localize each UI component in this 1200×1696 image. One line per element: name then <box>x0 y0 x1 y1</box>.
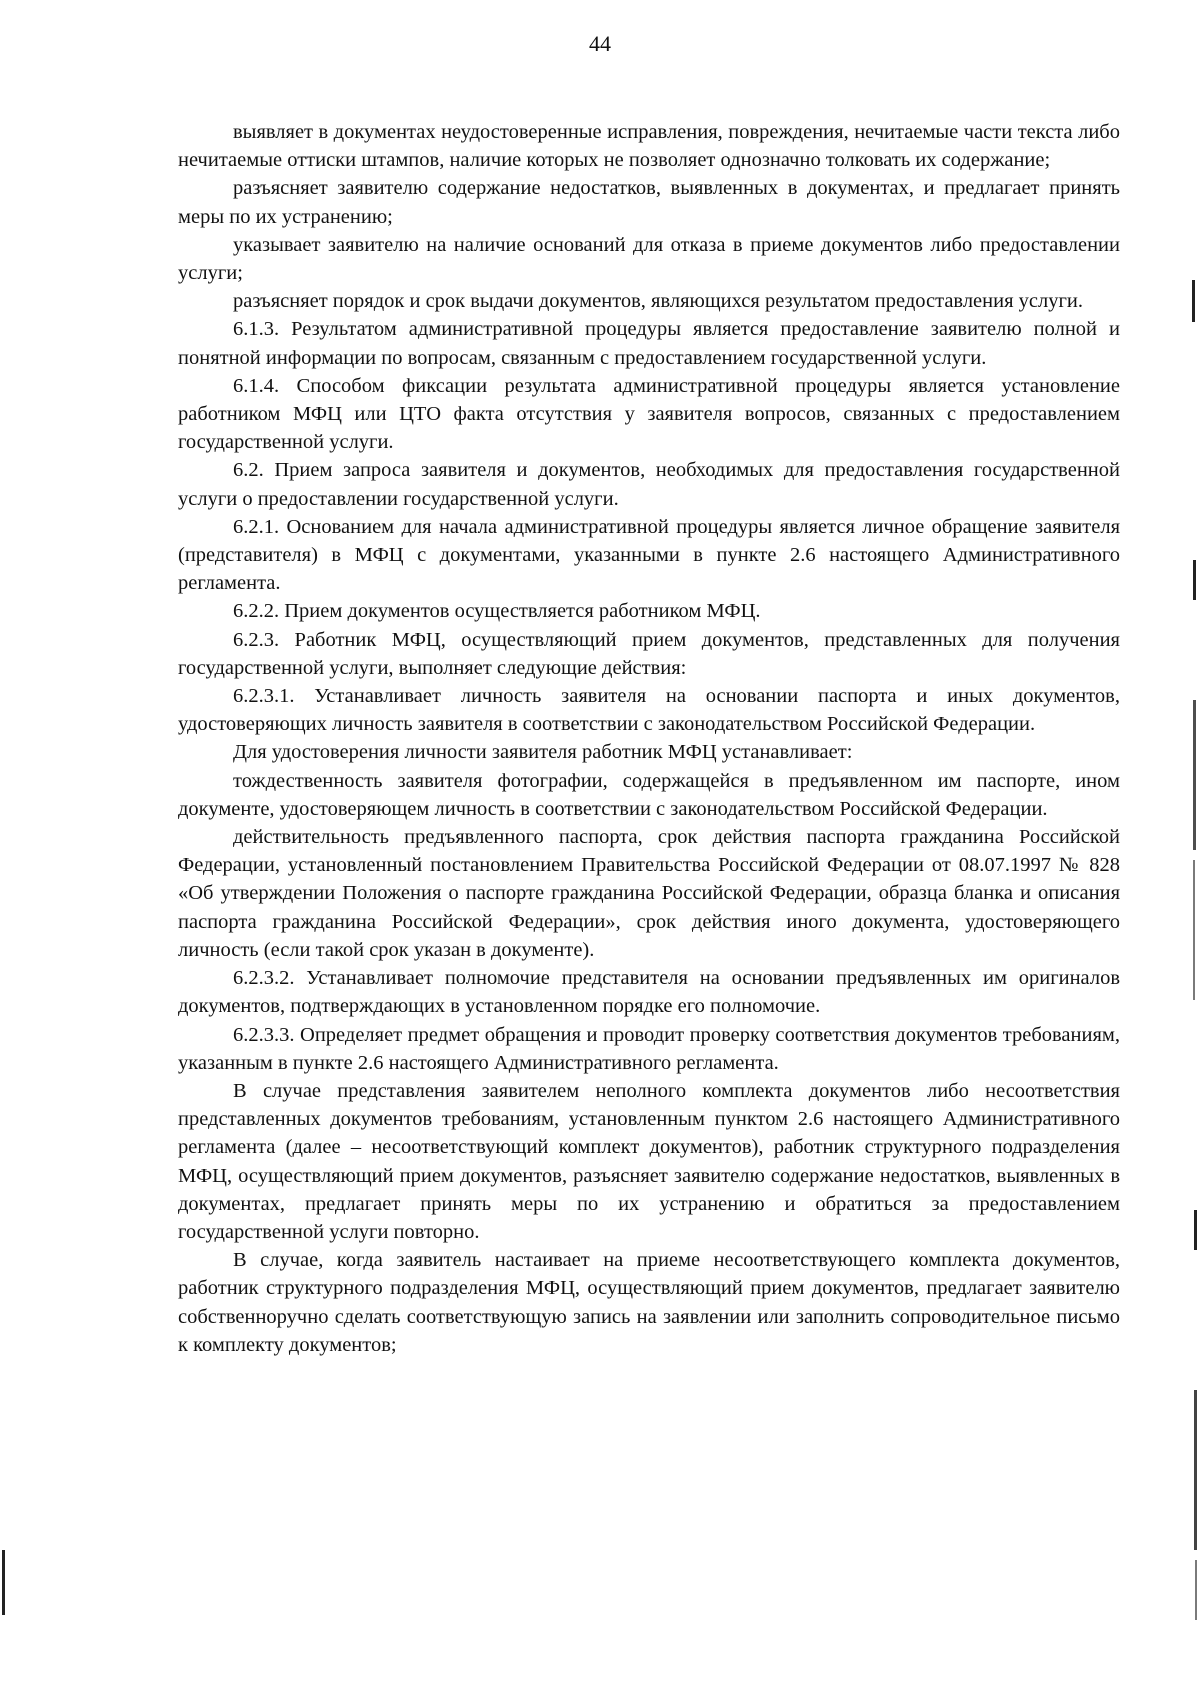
paragraph: Для удостоверения личности заявителя работник МФЦ устанавливает: <box>233 741 853 764</box>
paragraph: выявляет в документах неудостоверенные исправления, повреждения, нечитаемые части текста либо нечитаемые оттиски штампов, наличие которых не позволяет однозначно толковать их содержание; <box>178 121 1120 172</box>
paragraph: В случае, когда заявитель настаивает на приеме несоответствующего комплекта документов, работник структурного подразделения МФЦ, осуществляющий прием документов, предлагает заявителю собственноручно сделать соответствующую запись на заявлении или заполнить сопроводительное письмо к комплекту документов; <box>178 1249 1120 1356</box>
paragraph: В случае представления заявителем неполного комплекта документов либо несоответствия представленных документов требованиям, установленным пунктом 2.6 настоящего Административного регламента (далее – несоответствующий комплект документов), работник структурного подразделения МФЦ, осуществляющий прием документов, разъясняет заявителю содержание недостатков, выявленных в документах, предлагает принять меры по их устранению и обратиться за предоставлением государственной услуги повторно. <box>178 1079 1120 1243</box>
paragraph: 6.1.3. Результатом административной процедуры является предоставление заявителю полной и понятной информации по вопросам, связанным с предоставлением государственной услуги. <box>178 318 1120 369</box>
paragraph: действительность предъявленного паспорта, срок действия паспорта гражданина Российской Федерации, установленный постановлением Правительства Российской Федерации от 08.07.1997 № 828 «Об утверждении Положения о паспорте гражданина Российской Федерации, образца бланка и описания паспорта гражданина Российской Федерации», срок действия иного документа, удостоверяющего личность (если такой срок указан в документе). <box>178 826 1120 961</box>
paragraph: 6.2.1. Основанием для начала административной процедуры является личное обращение заявителя (представителя) в МФЦ с документами, указанными в пункте 2.6 настоящего Административного регламента. <box>178 515 1120 595</box>
scan-edge-mark <box>1193 560 1196 600</box>
paragraph: 6.2.3. Работник МФЦ, осуществляющий прием документов, представленных для получения государственной услуги, выполняет следующие действия: <box>178 628 1120 679</box>
scan-edge-mark <box>2 1550 5 1615</box>
paragraph: 6.2.3.3. Определяет предмет обращения и проводит проверку соответствия документов требованиям, указанным в пункте 2.6 настоящего Административного регламента. <box>178 1023 1120 1074</box>
scan-edge-mark <box>1193 860 1195 1000</box>
paragraph: тождественность заявителя фотографии, содержащейся в предъявленном им паспорте, ином документе, удостоверяющем личность в соответствии с законодательством Российской Федерации. <box>178 769 1120 820</box>
paragraph: указывает заявителю на наличие оснований для отказа в приеме документов либо предоставлении услуги; <box>178 233 1120 285</box>
scan-edge-mark <box>1194 1210 1197 1250</box>
scan-edge-mark <box>1192 280 1195 322</box>
page-number: 44 <box>589 31 611 56</box>
paragraph: 6.2.3.2. Устанавливает полномочие представителя на основании предъявленных им оригиналов документов, подтверждающих в установленном порядке его полномочие. <box>178 967 1120 1018</box>
paragraph: 6.2. Прием запроса заявителя и документов, необходимых для предоставления государственной услуги о предоставлении государственной услуги. <box>178 459 1120 510</box>
paragraph: 6.2.2. Прием документов осуществляется работником МФЦ. <box>233 600 761 623</box>
document-body <box>178 118 1120 1359</box>
scan-edge-mark <box>1193 700 1196 850</box>
paragraph: разъясняет заявителю содержание недостатков, выявленных в документах, и предлагает принять меры по их устранению; <box>178 177 1120 228</box>
scan-edge-mark <box>1195 1560 1197 1620</box>
scan-edge-mark <box>1194 1390 1197 1550</box>
paragraph: 6.2.3.1. Устанавливает личность заявителя на основании паспорта и иных документов, удостоверяющих личность заявителя в соответствии с законодательством Российской Федерации. <box>178 685 1120 736</box>
paragraph: 6.1.4. Способом фиксации результата административной процедуры является установление работником МФЦ или ЦТО факта отсутствия у заявителя вопросов, связанных с предоставлением государственной услуги. <box>178 374 1120 454</box>
paragraph: разъясняет порядок и срок выдачи документов, являющихся результатом предоставления услуги. <box>233 290 1083 313</box>
